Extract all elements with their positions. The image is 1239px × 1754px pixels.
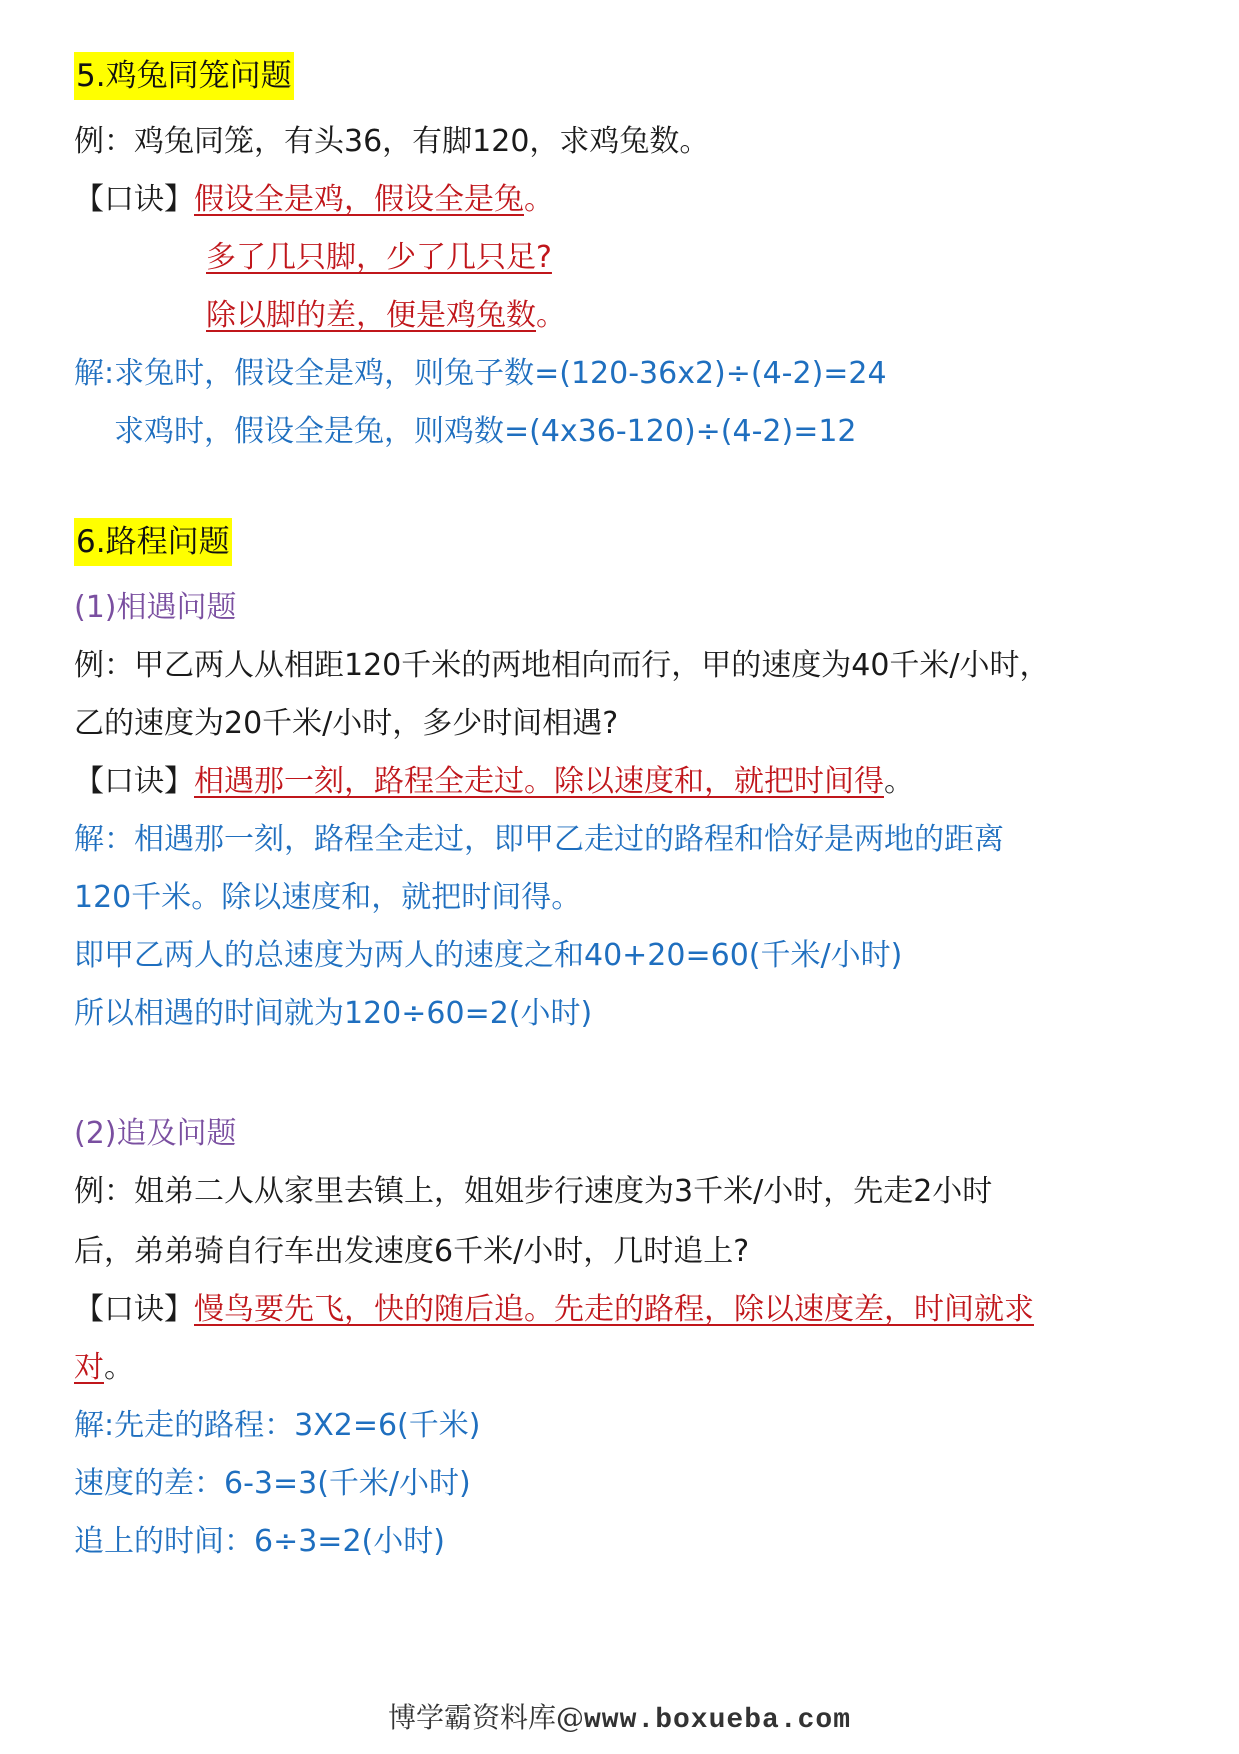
mnemonic-text: 相遇那一刻，路程全走过。除以速度和，就把时间得 — [194, 764, 884, 799]
mnemonic-text: 对 — [74, 1350, 104, 1385]
subsection-1-mnemonic — [74, 762, 914, 802]
mnemonic-punct: 。 — [104, 1350, 134, 1385]
mnemonic-text: 慢鸟要先飞，快的随后追。先走的路程，除以速度差，时间就求 — [194, 1292, 1034, 1327]
subsection-1-example-line-1: 例：甲乙两人从相距120千米的两地相向而行，甲的速度为40千米/小时， — [74, 648, 1050, 683]
watermark-url: www.boxueba.com — [583, 1705, 852, 1736]
subsection-2-solution-line-1: 解:先走的路程：3X2=6(千米) — [74, 1408, 481, 1443]
section-6-heading — [74, 522, 232, 563]
mnemonic-text: 多了几只脚，少了几只足? — [206, 240, 552, 275]
section-5-solution-line-2: 求鸡时，假设全是兔，则鸡数=(4x36-120)÷(4-2)=12 — [114, 414, 857, 449]
subsection-2-mnemonic-line-1 — [74, 1290, 1034, 1330]
subsection-1-solution-line-1: 解：相遇那一刻，路程全走过，即甲乙走过的路程和恰好是两地的距离 — [74, 822, 1004, 857]
subsection-2-solution-line-2: 速度的差：6-3=3(千米/小时) — [74, 1466, 471, 1501]
footer-watermark — [0, 1696, 1239, 1736]
subsection-1-example-line-2: 乙的速度为20千米/小时，多少时间相遇? — [74, 706, 619, 741]
subsection-2-mnemonic-line-2 — [74, 1348, 134, 1388]
subsection-2-solution-line-3: 追上的时间：6÷3=2(小时) — [74, 1524, 445, 1559]
subsection-1-solution-line-3: 即甲乙两人的总速度为两人的速度之和40+20=60(千米/小时) — [74, 938, 903, 973]
section-5-solution-line-1: 解:求兔时，假设全是鸡，则兔子数=(120-36x2)÷(4-2)=24 — [74, 356, 887, 391]
section-5-heading — [74, 56, 294, 97]
mnemonic-text: 除以脚的差，便是鸡兔数 — [206, 298, 536, 333]
mnemonic-punct: 。 — [884, 764, 914, 799]
subsection-1-solution-line-4: 所以相遇的时间就为120÷60=2(小时) — [74, 996, 593, 1031]
section-5-mnemonic-line-3 — [206, 296, 566, 336]
mnemonic-label: 【口诀】 — [74, 182, 194, 217]
subsection-2-example-line-2: 后，弟弟骑自行车出发速度6千米/小时，几时追上? — [74, 1234, 750, 1269]
mnemonic-text: 假设全是鸡，假设全是兔 — [194, 182, 524, 217]
mnemonic-label: 【口诀】 — [74, 764, 194, 799]
section-5-mnemonic-line-2 — [206, 238, 552, 278]
section-5-mnemonic-line-1 — [74, 180, 554, 220]
subsection-2-example-line-1: 例：姐弟二人从家里去镇上，姐姐步行速度为3千米/小时，先走2小时 — [74, 1174, 993, 1209]
mnemonic-punct: 。 — [536, 298, 566, 333]
section-5-title: 5.鸡兔同笼问题 — [74, 52, 294, 100]
section-6-title: 6.路程问题 — [74, 518, 232, 566]
mnemonic-label: 【口诀】 — [74, 1292, 194, 1327]
mnemonic-punct: 。 — [524, 182, 554, 217]
subsection-1-solution-line-2: 120千米。除以速度和，就把时间得。 — [74, 880, 582, 915]
section-5-example: 例：鸡兔同笼，有头36，有脚120，求鸡兔数。 — [74, 124, 710, 159]
watermark-text: 博学霸资料库@ — [387, 1701, 584, 1734]
subsection-1-title: (1)相遇问题 — [74, 590, 237, 625]
subsection-2-title: (2)追及问题 — [74, 1116, 237, 1151]
